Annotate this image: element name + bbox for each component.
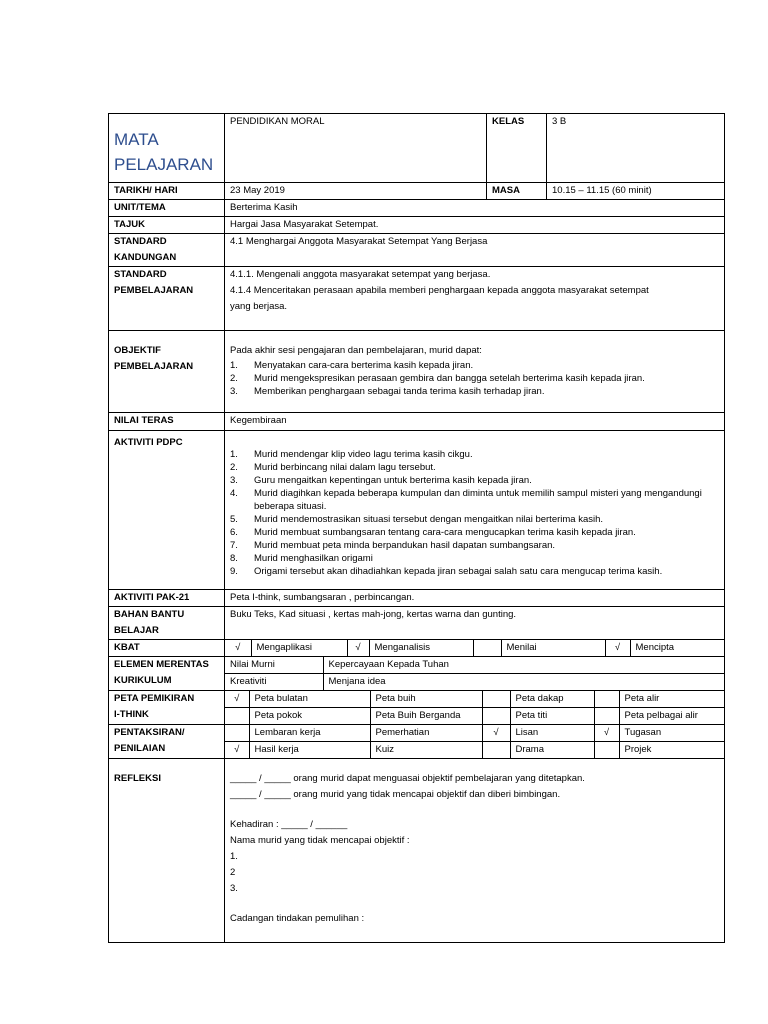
kbat-option: Mengaplikasi [251,640,347,656]
tarikh-value: 23 May 2019 [225,183,487,200]
elemen-label-1: ELEMEN MERENTAS [114,659,209,670]
pentaksiran-option: Pemerhatian [370,725,482,742]
pentaksiran-row [109,725,725,759]
kelas-label: KELAS [487,114,547,183]
aktiviti-item: 5. Murid mendemostrasikan situasi tersebut dengan mengaitkan nilai berterima kasih. [230,514,604,525]
elemen-values [225,657,725,691]
sp-value-2: 4.1.4 Menceritakan perasaan apabila memberi penghargaan kepada anggota masyarakat setempat [230,285,649,296]
aktiviti-item: 3. Guru mengaitkan kepentingan untuk berterima kasih kepada jiran. [230,475,532,486]
masa-value: 10.15 – 11.15 (60 minit) [547,183,725,200]
bahan-label [109,607,225,640]
peta-empty-tick [482,708,510,725]
nilai-row [109,413,725,431]
tarikh-label: TARIKH/ HARI [109,183,225,200]
elemen-row [109,657,725,691]
pentaksiran-option: Lembaran kerja [249,725,370,742]
kbat-empty-tick [473,640,501,656]
peta-empty-tick [482,691,510,708]
refleksi-num-3: 3. [230,883,238,894]
nilai-value: Kegembiraan [225,413,725,431]
objektif-item: 3. Memberikan penghargaan sebagai tanda terima kasih terhadap jiran. [230,386,545,397]
peta-empty-tick [594,691,619,708]
masa-label: MASA [487,183,547,200]
pak21-value: Peta I-think, sumbangsaran , perbincangan. [225,590,725,607]
pentaksiran-option: Projek [619,742,724,759]
pentaksiran-empty-tick [482,742,510,759]
unit-row [109,200,725,217]
elemen-label [109,657,225,691]
kbat-label: KBAT [109,640,225,657]
peta-option: Peta alir [619,691,724,708]
cadangan-line: Cadangan tindakan pemulihan : [230,913,365,924]
kbat-row [109,640,725,657]
unit-value: Berterima Kasih [225,200,725,217]
kelas-value: 3 B [547,114,725,183]
refleksi-num-1: 1. [230,851,238,862]
pentaksiran-tick: √ [594,725,619,742]
lesson-plan-sheet [108,113,724,943]
standard-pembelajaran-row [109,267,725,331]
refleksi-row [109,759,725,943]
standard-pembelajaran-label [109,267,225,331]
kbat-tick: √ [225,640,251,656]
pentaksiran-tick: √ [482,725,510,742]
elemen-item: Nilai Murni [225,657,323,674]
mata-label: MATA [114,130,159,149]
aktiviti-item: 8. Murid menghasilkan origami [230,553,373,564]
peta-label-2: I-THINK [114,709,149,720]
peta-options [225,691,725,725]
sk-label-1: STANDARD [114,236,167,247]
peta-option: Peta buih [370,691,482,708]
standard-kandungan-value: 4.1 Menghargai Anggota Masyarakat Setempat Yang Berjasa [225,234,725,267]
elemen-item: Kepercayaan Kepada Tuhan [323,657,724,674]
nilai-label: NILAI TERAS [109,413,225,431]
mata-pelajaran-label [109,114,225,183]
aktiviti-item: 4. Murid diagihkan kepada beberapa kumpulan dan diminta untuk memilih sampul misteri yang mengandungi beberapa situasi. [230,488,702,512]
pentaksiran-option: Drama [510,742,594,759]
lesson-plan-table [108,113,725,943]
sk-label-2: KANDUNGAN [114,252,177,263]
refleksi-label: REFLEKSI [109,759,225,943]
peta-option: Peta titi [510,708,594,725]
objektif-intro: Pada akhir sesi pengajaran dan pembelajaran, murid dapat: [230,345,482,356]
peta-empty-tick [594,708,619,725]
aktiviti-item: 1. Murid mendengar klip video lagu terima kasih cikgu. [230,449,473,460]
objektif-label-2: PEMBELAJARAN [114,361,194,372]
standard-kandungan-row [109,234,725,267]
pelajaran-label: PELAJARAN [114,155,214,174]
peta-tick: √ [225,691,249,708]
pak21-label: AKTIVITI PAK-21 [109,590,225,607]
kbat-option: Menganalisis [369,640,473,656]
peta-option: Peta Buih Berganda [370,708,482,725]
objektif-label [109,331,225,413]
aktiviti-item: 7. Murid membuat peta minda berpandukan hasil dapatan sumbangsaran. [230,540,556,551]
pentaksiran-option: Kuiz [370,742,482,759]
objektif-row [109,331,725,413]
standard-kandungan-label [109,234,225,267]
pentaksiran-option: Tugasan [619,725,724,742]
tajuk-row [109,217,725,234]
bahan-label-1: BAHAN BANTU [114,609,185,620]
tajuk-label: TAJUK [109,217,225,234]
refleksi-value [225,759,725,943]
objektif-item: 1. Menyatakan cara-cara berterima kasih kepada jiran. [230,360,474,371]
objektif-list [230,359,719,398]
pentaksiran-empty-tick [225,725,249,742]
tajuk-value: Hargai Jasa Masyarakat Setempat. [225,217,725,234]
kbat-option: Menilai [501,640,605,656]
bahan-row [109,607,725,640]
elemen-label-2: KURIKULUM [114,675,172,686]
kbat-tick: √ [347,640,369,656]
peta-option: Peta pelbagai alir [619,708,724,725]
refleksi-line-2: _____ / _____ orang murid yang tidak mencapai objektif dan diberi bimbingan. [230,789,561,800]
objektif-label-1: OBJEKTIF [114,345,161,356]
peta-option: Peta bulatan [249,691,370,708]
refleksi-num-2: 2 [230,867,236,878]
pentaksiran-label [109,725,225,759]
elemen-item: Menjana idea [323,674,724,691]
pentaksiran-empty-tick [594,742,619,759]
subject-value: PENDIDIKAN MORAL [225,114,487,183]
sp-label-2: PEMBELAJARAN [114,285,194,296]
peta-label-1: PETA PEMIKIRAN [114,693,195,704]
aktiviti-item: 9. Origami tersebut akan dihadiahkan kepada jiran sebagai salah satu cara mengucap terima kasih. [230,566,663,577]
objektif-value [225,331,725,413]
unit-label: UNIT/TEMA [109,200,225,217]
elemen-item: Kreativiti [225,674,323,691]
pentaksiran-label-1: PENTAKSIRAN/ [114,727,185,738]
aktiviti-item: 6. Murid membuat sumbangsaran tentang cara-cara mengucapkan terima kasih kepada jiran. [230,527,636,538]
kbat-options [225,640,725,657]
peta-option: Peta pokok [249,708,370,725]
bahan-label-2: BELAJAR [114,625,159,636]
bahan-value: Buku Teks, Kad situasi , kertas mah-jong, kertas warna dan gunting. [225,607,725,640]
kbat-option: Mencipta [630,640,724,656]
sp-value-1: 4.1.1. Mengenali anggota masyarakat setempat yang berjasa. [230,269,491,280]
tarikh-row [109,183,725,200]
peta-label [109,691,225,725]
pentaksiran-option: Lisan [510,725,594,742]
aktiviti-item: 2. Murid berbincang nilai dalam lagu tersebut. [230,462,436,473]
refleksi-line-1: _____ / _____ orang murid dapat menguasai objektif pembelajaran yang ditetapkan. [230,773,585,784]
objektif-item: 2. Murid mengekspresikan perasaan gembira dan bangga setelah berterima kasih kepada jiran. [230,373,645,384]
peta-row [109,691,725,725]
pentaksiran-options [225,725,725,759]
sp-label-1: STANDARD [114,269,167,280]
subject-row [109,114,725,183]
aktiviti-label: AKTIVITI PDPC [109,431,225,590]
peta-option: Peta dakap [510,691,594,708]
standard-pembelajaran-value [225,267,725,331]
kbat-tick: √ [605,640,630,656]
aktiviti-row [109,431,725,590]
sp-value-3: yang berjasa. [230,301,288,312]
aktiviti-value [225,431,725,590]
pentaksiran-label-2: PENILAIAN [114,743,166,754]
pentaksiran-tick: √ [225,742,249,759]
nama-murid-line: Nama murid yang tidak mencapai objektif : [230,835,410,846]
aktiviti-list [230,448,719,578]
pak21-row [109,590,725,607]
kehadiran-line: Kehadiran : _____ / ______ [230,819,348,830]
peta-empty-tick [225,708,249,725]
pentaksiran-option: Hasil kerja [249,742,370,759]
